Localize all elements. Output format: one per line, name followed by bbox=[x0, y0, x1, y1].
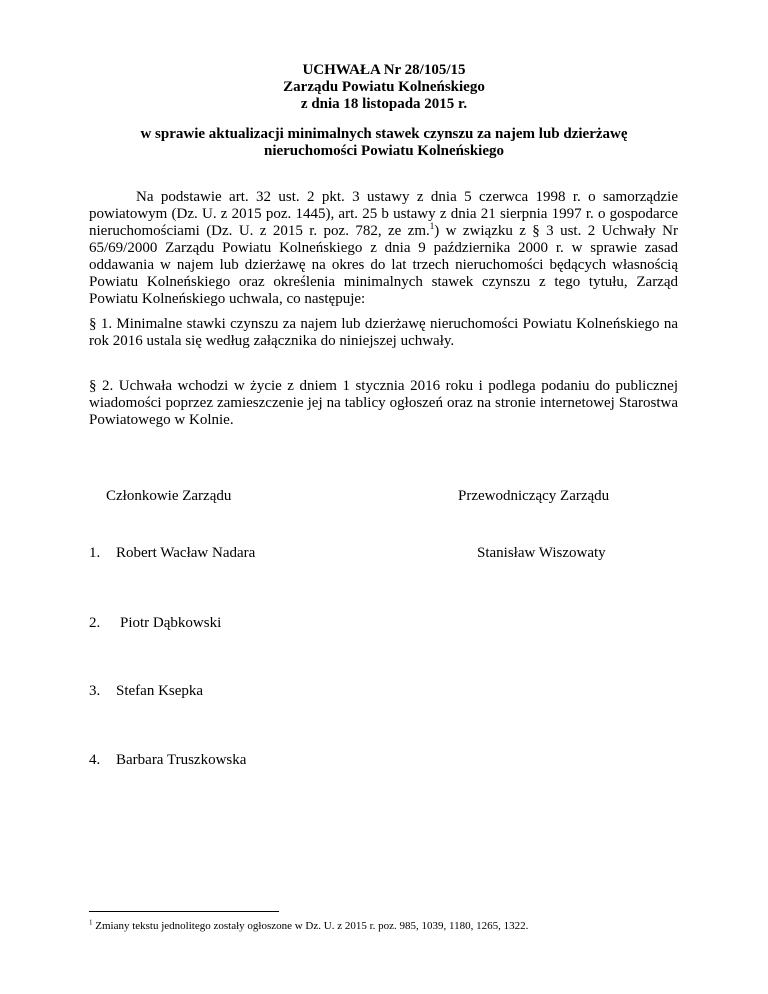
subject-line-2: nieruchomości Powiatu Kolneńskiego bbox=[263, 143, 504, 159]
section-2-paragraph: § 2. Uchwała wchodzi w życie z dniem 1 stycznia 2016 roku i podlega podaniu do publicznej wiadomości poprzez zamieszczenie jej na tablicy ogłoszeń oraz na stronie internetowej Starostwa Powiatowego w Kolnie. bbox=[89, 378, 678, 428]
member-name: Piotr Dąbkowski bbox=[120, 615, 222, 631]
member-number: 1. bbox=[89, 545, 101, 561]
preamble-paragraph bbox=[89, 189, 678, 308]
member-number: 2. bbox=[89, 615, 101, 631]
preamble-text-2: ) w związku z § 3 ust. 2 Uchwały Nr 65/69/2000 Zarządu Powiatu Kolneńskiego z dnia 9 października 2000 r. w sprawie zasad oddawania w najem lub dzierżawę na okres do lat trzech nieruchomości będących własnością Powiatu Kolneńskiego oraz określenia minimalnych stawek czynszu z tego tytułu, Zarząd Powiatu Kolneńskiego uchwala, co następuje: bbox=[89, 223, 678, 307]
subject-line-1: w sprawie aktualizacji minimalnych stawek czynszu za najem lub dzierżawę bbox=[140, 126, 628, 142]
footnote-marker: 1 bbox=[89, 918, 93, 927]
member-item bbox=[89, 545, 255, 562]
member-name: Stefan Ksepka bbox=[116, 683, 204, 699]
member-number: 4. bbox=[89, 752, 101, 768]
member-name: Robert Wacław Nadara bbox=[116, 545, 256, 561]
member-item bbox=[89, 615, 221, 632]
footnote-text: Zmiany tekstu jednolitego zostały ogłoszone w Dz. U. z 2015 r. poz. 985, 1039, 1180, 1265, 1322. bbox=[92, 920, 529, 932]
member-item bbox=[89, 683, 203, 700]
chair-name: Stanisław Wiszowaty bbox=[477, 545, 606, 561]
resolution-title: UCHWAŁA Nr 28/105/15 bbox=[302, 62, 466, 78]
chair-heading: Przewodniczący Zarządu bbox=[458, 488, 610, 504]
resolution-header bbox=[0, 62, 768, 113]
preamble-text-1: Na podstawie art. 32 ust. 2 pkt. 3 ustawy z dnia 5 czerwca 1998 r. o samorządzie powiatowym (Dz. U. z 2015 poz. 1445), art. 25 b ustawy z dnia 21 sierpnia 1997 r. o gospodarce nieruchomościami (Dz. U. z 2015 r. poz. 782, ze zm. bbox=[89, 189, 678, 239]
footnote-reference: 1 bbox=[429, 221, 435, 231]
footnote-divider bbox=[89, 911, 279, 912]
members-heading: Członkowie Zarządu bbox=[106, 488, 232, 504]
member-name: Barbara Truszkowska bbox=[116, 752, 247, 768]
member-item bbox=[89, 752, 246, 769]
resolution-issuer: Zarządu Powiatu Kolneńskiego bbox=[283, 79, 485, 95]
member-number: 3. bbox=[89, 683, 101, 699]
resolution-date: z dnia 18 listopada 2015 r. bbox=[300, 96, 468, 112]
section-1-paragraph: § 1. Minimalne stawki czynszu za najem lub dzierżawę nieruchomości Powiatu Kolneńskiego na rok 2016 ustala się według załącznika do niniejszej uchwały. bbox=[89, 316, 678, 349]
footnote bbox=[89, 920, 528, 933]
resolution-subject bbox=[0, 126, 768, 160]
